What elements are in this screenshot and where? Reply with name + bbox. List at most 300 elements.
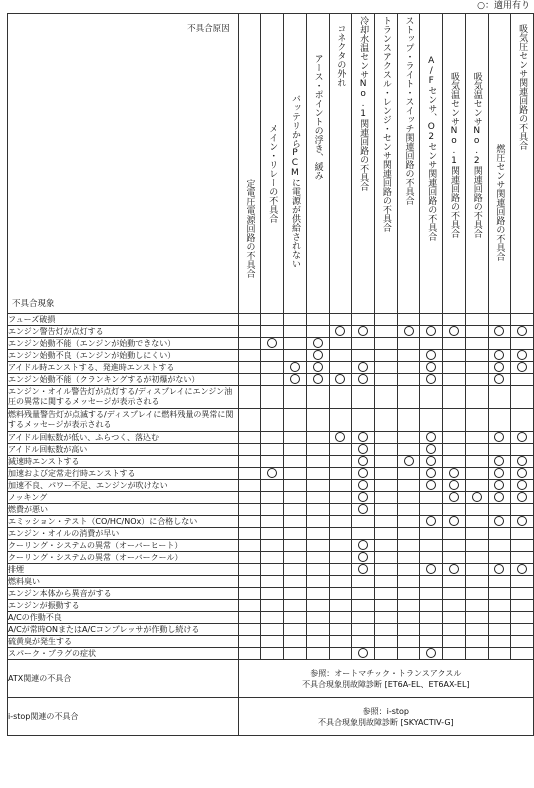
table-row: [8, 636, 534, 648]
cause-cell: [511, 504, 534, 516]
cause-cell: [465, 362, 488, 374]
cause-cell: [397, 432, 420, 444]
cause-cell: [488, 314, 511, 326]
cause-cell: [443, 564, 466, 576]
applicable-mark: [358, 456, 368, 466]
cause-header-7: [374, 14, 397, 314]
cause-cell: [352, 564, 375, 576]
reference-line1: 参照：オートマチック・トランスアクスル: [310, 668, 462, 678]
cause-cell: [374, 576, 397, 588]
reference-text: [238, 698, 533, 736]
cause-cell: [261, 564, 284, 576]
cause-cell: [284, 314, 307, 326]
applicable-mark: [517, 492, 527, 502]
cause-cell: [420, 588, 443, 600]
cause-cell: [397, 326, 420, 338]
cause-cell: [352, 386, 375, 409]
cause-cell: [352, 456, 375, 468]
cause-cell: [284, 432, 307, 444]
cause-cell: [352, 516, 375, 528]
applicable-mark: [404, 326, 414, 336]
cause-cell: [397, 576, 420, 588]
cause-cell: [511, 516, 534, 528]
cause-cell: [465, 576, 488, 588]
cause-cell: [284, 444, 307, 456]
cause-cell: [511, 624, 534, 636]
cause-cell: [465, 314, 488, 326]
cause-cell: [329, 528, 352, 540]
cause-cell: [329, 504, 352, 516]
applicable-mark: [449, 564, 459, 574]
cause-cell: [420, 468, 443, 480]
cause-cell: [397, 648, 420, 660]
cause-cell: [397, 374, 420, 386]
cause-cell: [329, 350, 352, 362]
reference-line1: 参照：i-stop: [362, 706, 410, 716]
cause-cell: [488, 576, 511, 588]
cause-cell: [443, 386, 466, 409]
applicable-mark: [426, 362, 436, 372]
cause-cell: [374, 468, 397, 480]
cause-cell: [238, 612, 261, 624]
cause-cell: [238, 540, 261, 552]
table-row: [8, 528, 534, 540]
cause-cell: [443, 362, 466, 374]
cause-cell: [374, 386, 397, 409]
cause-cell: [329, 552, 352, 564]
cause-cell: [443, 612, 466, 624]
applicable-mark: [517, 350, 527, 360]
applicable-mark: [494, 362, 504, 372]
symptom-cell: エンジン始動不能（クランキングするが初爆がない）: [8, 374, 239, 386]
cause-cell: [374, 528, 397, 540]
cause-cell: [443, 456, 466, 468]
cause-header-label: 吸気温センサNo.2関連回路の不具合: [471, 72, 482, 238]
cause-cell: [306, 528, 329, 540]
symptom-cell: A/Cが常時ONまたはA/Cコンプレッサが作動し続ける: [8, 624, 239, 636]
table-row: [8, 540, 534, 552]
applicable-mark: [404, 456, 414, 466]
cause-cell: [443, 528, 466, 540]
cause-cell: [306, 576, 329, 588]
cause-cell: [511, 636, 534, 648]
cause-header-3: [284, 14, 307, 314]
cause-cell: [443, 409, 466, 432]
cause-header-label: 燃圧センサ関連回路の不具合: [494, 144, 505, 261]
cause-cell: [511, 350, 534, 362]
cause-cell: [261, 386, 284, 409]
cause-cell: [306, 552, 329, 564]
cause-cell: [420, 444, 443, 456]
cause-cell: [465, 552, 488, 564]
cause-cell: [397, 492, 420, 504]
cause-cell: [465, 480, 488, 492]
cause-cell: [465, 516, 488, 528]
cause-cell: [443, 374, 466, 386]
applicable-mark: [494, 492, 504, 502]
applicable-mark: [517, 516, 527, 526]
applicable-mark: [267, 338, 277, 348]
cause-cell: [397, 624, 420, 636]
cause-cell: [374, 374, 397, 386]
cause-cell: [397, 540, 420, 552]
cause-cell: [284, 528, 307, 540]
cause-cell: [238, 326, 261, 338]
applicable-mark: [426, 516, 436, 526]
cause-cell: [443, 504, 466, 516]
cause-cell: [329, 480, 352, 492]
cause-header-label: バッテリからPCMに電源が供給されない: [289, 94, 300, 268]
cause-cell: [420, 516, 443, 528]
cause-cell: [329, 456, 352, 468]
applicable-mark: [426, 432, 436, 442]
cause-cell: [284, 612, 307, 624]
cause-cell: [261, 516, 284, 528]
symptom-cell: 燃費が悪い: [8, 504, 239, 516]
table-row: [8, 516, 534, 528]
cause-cell: [329, 600, 352, 612]
cause-cell: [352, 636, 375, 648]
cause-cell: [511, 492, 534, 504]
cause-cell: [420, 636, 443, 648]
cause-cell: [329, 468, 352, 480]
cause-cell: [284, 480, 307, 492]
cause-cell: [488, 492, 511, 504]
cause-cell: [465, 588, 488, 600]
cause-cell: [511, 326, 534, 338]
cause-cell: [352, 314, 375, 326]
symptom-cell: エミッション・テスト（CO/HC/NOx）に合格しない: [8, 516, 239, 528]
cause-cell: [352, 492, 375, 504]
cause-cell: [488, 636, 511, 648]
cause-header-label: コネクタの外れ: [335, 24, 346, 87]
cause-cell: [352, 588, 375, 600]
cause-cell: [420, 612, 443, 624]
table-row: [8, 588, 534, 600]
cause-cell: [284, 588, 307, 600]
cause-cell: [329, 432, 352, 444]
applicable-mark: [449, 326, 459, 336]
cause-header-5: [329, 14, 352, 314]
applicable-mark: [358, 540, 368, 550]
cause-cell: [284, 492, 307, 504]
cause-cell: [374, 350, 397, 362]
cause-cell: [306, 468, 329, 480]
cause-cell: [397, 456, 420, 468]
table-row: [8, 468, 534, 480]
cause-cell: [488, 350, 511, 362]
cause-cell: [352, 612, 375, 624]
cause-cell: [352, 338, 375, 350]
cause-cell: [238, 648, 261, 660]
cause-cell: [443, 480, 466, 492]
symptom-cell: エンジン・オイルの消費が早い: [8, 528, 239, 540]
cause-cell: [511, 600, 534, 612]
cause-cell: [443, 468, 466, 480]
cause-cell: [238, 492, 261, 504]
cause-cell: [465, 326, 488, 338]
cause-cell: [374, 552, 397, 564]
cause-cell: [284, 338, 307, 350]
cause-header-label: メイン・リレーの不具合: [267, 124, 278, 223]
cause-cell: [374, 624, 397, 636]
table-row: [8, 648, 534, 660]
cause-cell: [329, 648, 352, 660]
cause-cell: [306, 612, 329, 624]
cause-cell: [420, 362, 443, 374]
reference-line2: 不具合現象別故障診断 [ET6A-EL、ET6AX-EL]: [302, 679, 470, 689]
applicable-mark: [358, 374, 368, 384]
applicable-mark: [358, 362, 368, 372]
cause-cell: [443, 432, 466, 444]
applicable-mark: [426, 456, 436, 466]
table-row: [8, 350, 534, 362]
cause-cell: [284, 564, 307, 576]
symptom-cell: クーリング・システムの異常（オーバークール）: [8, 552, 239, 564]
cause-cell: [374, 540, 397, 552]
cause-cell: [352, 624, 375, 636]
cause-cell: [374, 362, 397, 374]
reference-row: [8, 698, 534, 736]
cause-cell: [306, 492, 329, 504]
cause-cell: [352, 540, 375, 552]
cause-cell: [511, 432, 534, 444]
cause-cell: [443, 338, 466, 350]
cause-cell: [488, 516, 511, 528]
cause-cell: [511, 374, 534, 386]
cause-cell: [306, 444, 329, 456]
cause-cell: [397, 409, 420, 432]
applicable-mark: [426, 350, 436, 360]
cause-cell: [465, 624, 488, 636]
cause-cell: [374, 492, 397, 504]
applicable-mark: [449, 480, 459, 490]
cause-cell: [306, 480, 329, 492]
cause-cell: [306, 338, 329, 350]
applicable-mark: [358, 468, 368, 478]
cause-cell: [238, 350, 261, 362]
cause-cell: [488, 504, 511, 516]
cause-cell: [465, 504, 488, 516]
cause-cell: [511, 528, 534, 540]
cause-cell: [284, 552, 307, 564]
cause-cell: [238, 480, 261, 492]
cause-cell: [488, 409, 511, 432]
cause-cell: [306, 374, 329, 386]
cause-cell: [465, 386, 488, 409]
cause-cell: [261, 552, 284, 564]
cause-cell: [261, 326, 284, 338]
cause-cell: [420, 492, 443, 504]
cause-cell: [261, 588, 284, 600]
cause-cell: [306, 648, 329, 660]
applicable-mark: [426, 648, 436, 658]
symptom-cell: 加速および定常走行時エンストする: [8, 468, 239, 480]
symptom-cell: 排煙: [8, 564, 239, 576]
cause-cell: [261, 480, 284, 492]
table-row: [8, 444, 534, 456]
cause-cell: [465, 432, 488, 444]
reference-row: [8, 660, 534, 698]
cause-cell: [374, 504, 397, 516]
cause-cell: [261, 338, 284, 350]
cause-cell: [284, 386, 307, 409]
cause-cell: [488, 528, 511, 540]
cause-cell: [465, 444, 488, 456]
cause-cell: [238, 362, 261, 374]
table-row: [8, 432, 534, 444]
applicable-mark: [517, 480, 527, 490]
cause-cell: [306, 624, 329, 636]
applicable-mark: [426, 374, 436, 384]
cause-cell: [329, 636, 352, 648]
cause-header-12: [488, 14, 511, 314]
table-row: [8, 552, 534, 564]
table-row: [8, 409, 534, 432]
cause-cell: [238, 456, 261, 468]
cause-cell: [374, 326, 397, 338]
cause-cell: [329, 374, 352, 386]
applicable-mark: [494, 350, 504, 360]
cause-cell: [511, 564, 534, 576]
table-row: [8, 374, 534, 386]
cause-cell: [284, 648, 307, 660]
cause-cell: [465, 600, 488, 612]
cause-cell: [397, 588, 420, 600]
cause-cell: [420, 480, 443, 492]
cause-cell: [465, 540, 488, 552]
cause-cell: [306, 432, 329, 444]
cause-cell: [511, 540, 534, 552]
applicable-mark: [358, 552, 368, 562]
cause-cell: [511, 612, 534, 624]
cause-cell: [261, 409, 284, 432]
cause-cell: [465, 636, 488, 648]
cause-cell: [488, 374, 511, 386]
cause-cell: [352, 468, 375, 480]
cause-cell: [329, 492, 352, 504]
cause-cell: [306, 600, 329, 612]
cause-cell: [284, 374, 307, 386]
cause-cell: [238, 588, 261, 600]
symptom-cell: 燃料残量警告灯が点滅する/ディスプレイに燃料残量の異常に関するメッセージが表示される: [8, 409, 239, 432]
cause-cell: [238, 564, 261, 576]
cause-cell: [284, 624, 307, 636]
cause-cell: [397, 386, 420, 409]
cause-cell: [465, 338, 488, 350]
cause-cell: [329, 516, 352, 528]
cause-cell: [261, 314, 284, 326]
table-row: [8, 564, 534, 576]
cause-cell: [465, 350, 488, 362]
cause-cell: [261, 432, 284, 444]
cause-cell: [374, 409, 397, 432]
cause-cell: [488, 588, 511, 600]
cause-cell: [511, 362, 534, 374]
applicable-mark: [335, 326, 345, 336]
cause-cell: [284, 326, 307, 338]
table-row: [8, 362, 534, 374]
cause-cell: [352, 480, 375, 492]
cause-header-label: トランスアクスル・レンジ・センサ関連回路の不具合: [380, 16, 391, 232]
cause-cell: [329, 338, 352, 350]
cause-cell: [352, 350, 375, 362]
cause-cell: [284, 540, 307, 552]
symptom-cause-table: [7, 13, 534, 736]
symptom-cell: アイドル時エンストする、発進時エンストする: [8, 362, 239, 374]
cause-cell: [374, 338, 397, 350]
cause-cell: [465, 468, 488, 480]
applicable-mark: [494, 516, 504, 526]
cause-cell: [261, 612, 284, 624]
cause-cell: [306, 362, 329, 374]
symptom-label: 不具合現象: [12, 299, 55, 309]
cause-cell: [352, 504, 375, 516]
applicable-mark: [449, 516, 459, 526]
table-row: [8, 624, 534, 636]
reference-line2: 不具合現象別故障診断 [SKYACTIV-G]: [318, 717, 454, 727]
cause-cell: [488, 326, 511, 338]
cause-cell: [488, 480, 511, 492]
cause-cell: [465, 409, 488, 432]
applicable-mark: [517, 432, 527, 442]
cause-cell: [488, 564, 511, 576]
symptom-cell: エンジンが振動する: [8, 600, 239, 612]
cause-cell: [420, 409, 443, 432]
cause-cell: [261, 492, 284, 504]
cause-header-10: [443, 14, 466, 314]
cause-cell: [261, 456, 284, 468]
cause-cell: [306, 588, 329, 600]
cause-cell: [443, 540, 466, 552]
cause-cell: [261, 600, 284, 612]
cause-header-2: [261, 14, 284, 314]
cause-cell: [488, 552, 511, 564]
cause-cell: [488, 468, 511, 480]
cause-header-13: [511, 14, 534, 314]
applicable-mark: [494, 456, 504, 466]
cause-cell: [329, 314, 352, 326]
cause-cell: [420, 552, 443, 564]
applicable-mark: [358, 492, 368, 502]
applicable-mark: [449, 468, 459, 478]
cause-cell: [352, 362, 375, 374]
cause-cell: [306, 350, 329, 362]
symptom-cell: エンジン・オイル警告灯が点灯する/ディスプレイにエンジン油圧の異常に関するメッセージが表示される: [8, 386, 239, 409]
cause-cell: [284, 504, 307, 516]
cause-cell: [352, 326, 375, 338]
table-row: [8, 600, 534, 612]
symptom-cell: アイドル回転数が高い: [8, 444, 239, 456]
cause-cell: [420, 314, 443, 326]
cause-cell: [397, 612, 420, 624]
applicable-mark: [517, 326, 527, 336]
reference-label: i-stop関連の不具合: [8, 698, 239, 736]
cause-cell: [261, 624, 284, 636]
cause-cell: [397, 444, 420, 456]
cause-cell: [238, 528, 261, 540]
cause-cell: [306, 314, 329, 326]
symptom-cell: クーリング・システムの異常（オーバーヒート）: [8, 540, 239, 552]
cause-cell: [329, 612, 352, 624]
applicable-mark: [313, 350, 323, 360]
cause-cell: [511, 338, 534, 350]
cause-cell: [352, 374, 375, 386]
cause-cell: [465, 528, 488, 540]
applicable-mark: [358, 432, 368, 442]
cause-cell: [465, 492, 488, 504]
cause-cell: [443, 444, 466, 456]
